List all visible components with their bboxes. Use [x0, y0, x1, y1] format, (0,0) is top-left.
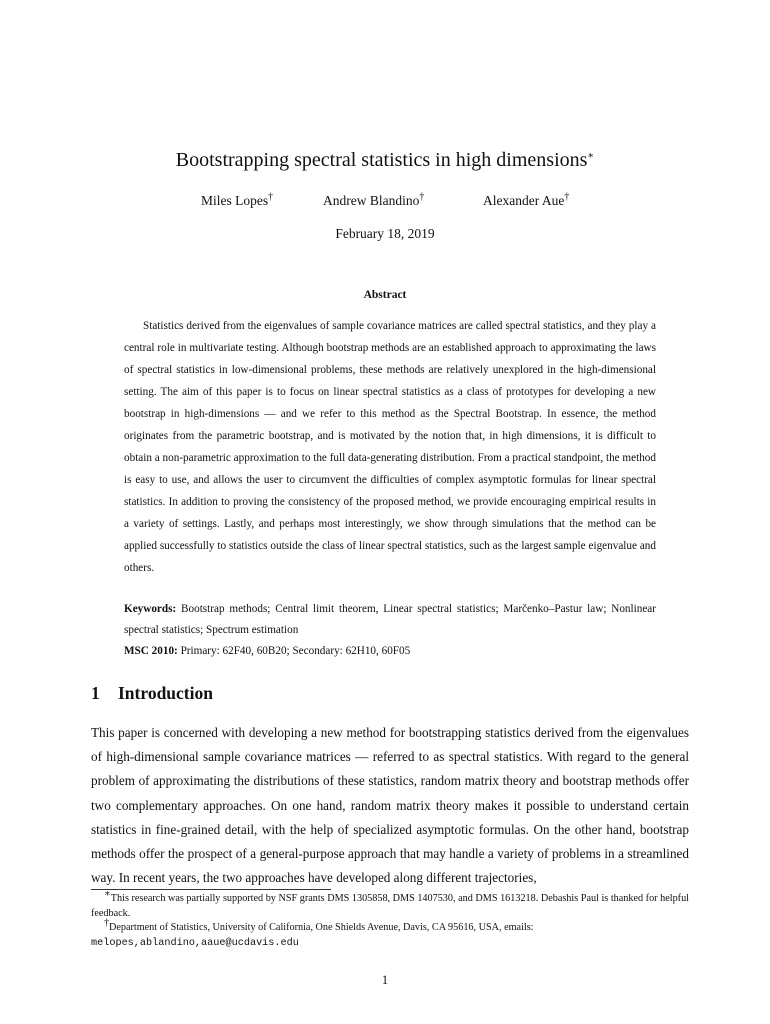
author-name: Miles Lopes: [201, 193, 269, 208]
title-footnote-mark: ∗: [587, 150, 595, 162]
footnote-emails: melopes,ablandino,aaue@ucdavis.edu: [91, 937, 299, 949]
footnote-funding: [91, 888, 689, 921]
footnote-text: Department of Statistics, University of California, One Shields Avenue, Davis, CA 95616, USA, emails:: [109, 922, 534, 933]
paper-title: [0, 147, 770, 173]
footnote-mark: ∗: [104, 888, 111, 900]
author-mark: †: [419, 191, 425, 203]
keywords: [124, 599, 656, 640]
footnote-text: This research was partially supported by NSF grants DMS 1305858, DMS 1407530, and DMS 1613218. Debashis Paul is thanked for helpful feedback.: [91, 893, 689, 919]
abstract-body: Statistics derived from the eigenvalues of sample covariance matrices are called spectral statistics, and they play a central role in multivariate testing. Although bootstrap methods are an established approach to approximating the laws of spectral statistics in low-dimensional problems, these methods are relatively unexplored in the high-dimensional setting. The aim of this paper is to focus on linear spectral statistics as a class of prototypes for developing a new bootstrap in high-dimensions — and we refer to this method as the Spectral Bootstrap. In essence, the method originates from the parametric bootstrap, and is motivated by the notion that, in high dimensions, it is difficult to obtain a non-parametric approximation to the full data-generating distribution. From a practical standpoint, the method is easy to use, and allows the user to circumvent the difficulties of complex asymptotic formulas for linear spectral statistics. In addition to proving the consistency of the proposed method, we provide encouraging empirical results in a variety of settings. Lastly, and perhaps most interestingly, we show through simulations that the method can be applied successfully to statistics outside the class of linear spectral statistics, such as the largest sample eigenvalue and others.: [124, 320, 656, 574]
title-text: Bootstrapping spectral statistics in high dimensions: [175, 149, 588, 171]
author-blandino: [323, 193, 424, 209]
footnote-rule: [91, 889, 331, 890]
footnote-mark: †: [104, 917, 109, 929]
author-lopes: [201, 193, 273, 209]
author-list: [0, 193, 770, 213]
footnote-affiliation: [91, 917, 689, 951]
paper-date: February 18, 2019: [335, 226, 435, 241]
section-title: Introduction: [118, 683, 213, 703]
msc-text: Primary: 62F40, 60B20; Secondary: 62H10, 60F05: [180, 645, 411, 657]
section-heading: [91, 683, 213, 704]
page-number: 1: [381, 973, 389, 987]
keywords-label: Keywords:: [124, 603, 177, 615]
msc-label: MSC 2010:: [124, 645, 178, 657]
keywords-text: Bootstrap methods; Central limit theorem, Linear spectral statistics; Marčenko–Pastur law; Nonlinear spectral statistics; Spectrum estimation: [124, 603, 656, 636]
author-mark: †: [564, 191, 570, 203]
author-name: Alexander Aue: [483, 193, 565, 208]
msc-classification: [124, 641, 656, 661]
intro-paragraph: This paper is concerned with developing a new method for bootstrapping statistics derived from the eigenvalues of high-dimensional sample covariance matrices — referred to as spectral statistics. With regard to the general problem of approximating the distributions of these statistics, random matrix theory and bootstrap methods offer two complementary approaches. On one hand, random matrix theory makes it possible to understand certain statistics in fine-grained detail, with the help of specialized asymptotic formulas. On the other hand, bootstrap methods offer the prospect of a general-purpose approach that may handle a variety of problems in a streamlined way. In recent years, the two approaches have developed along different trajectories,: [91, 725, 689, 886]
section-number: 1: [91, 683, 100, 703]
author-mark: †: [268, 191, 274, 203]
author-name: Andrew Blandino: [323, 193, 420, 208]
author-aue: [483, 193, 569, 209]
abstract-heading: Abstract: [363, 289, 407, 301]
